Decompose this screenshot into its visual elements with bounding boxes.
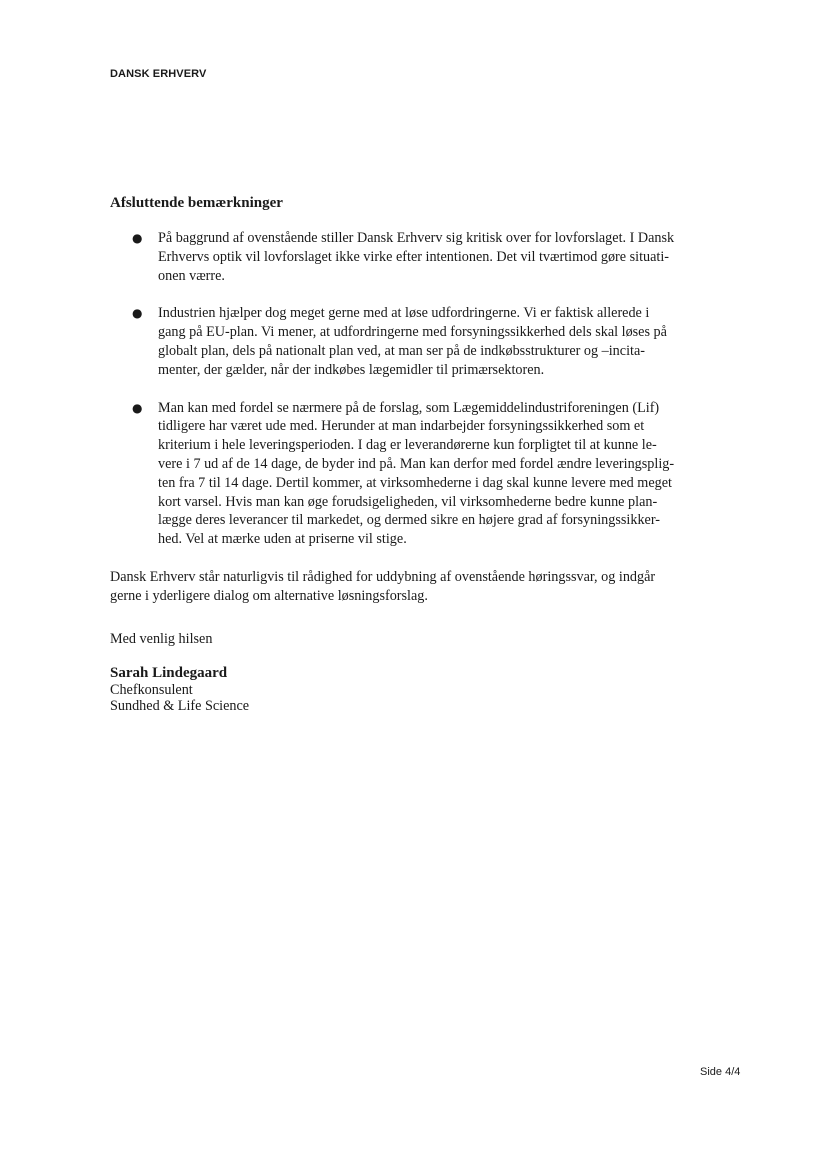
text-line: hed. Vel at mærke uden at priserne vil stige. [158,531,407,548]
list-item [110,229,722,285]
text-line: kriterium i hele leveringsperioden. I dag er leverandørerne kun forpligtet til at kunne le- [158,437,657,454]
text-line: gerne i yderligere dialog om alternative løsningsforslag. [110,587,428,604]
bullet-icon: ● [132,231,143,245]
signer-name: Sarah Lindegaard [110,665,228,682]
signature-block [110,665,722,714]
remarks-list [110,229,722,549]
bullet-icon: ● [132,400,143,415]
page-number: Side 4/4 [700,1066,741,1078]
text-line: onen værre. [158,267,225,284]
section-heading: Afsluttende bemærkninger [110,195,283,211]
list-item [110,399,722,549]
list-item [110,304,722,379]
text-line: menter, der gælder, når der indkøbes lægemidler til primærsektoren. [158,361,545,378]
text-line: Man kan med fordel se nærmere på de forslag, som Lægemiddelindustriforeningen (Lif) [158,399,660,416]
text-line: vere i 7 ud af de 14 dage, de byder ind på. Man kan derfor med fordel ændre leveringsplig- [158,455,675,472]
signer-title: Chefkonsulent [110,682,193,699]
text-line: globalt plan, dels på nationalt plan ved, at man ser på de indkøbsstrukturer og –incita- [158,342,645,359]
text-line: tidligere har været ude med. Herunder at man indarbejder forsyningssikkerhed som et [158,418,645,435]
header-brand: DANSK ERHVERV [110,68,207,80]
text-line: Dansk Erhverv står naturligvis til rådighed for uddybning af ovenstående høringssvar, og indgår [110,568,656,585]
bullet-icon: ● [132,306,143,321]
text-line: lægge deres leverancer til markedet, og dermed sikre en højere grad af forsyningssikker- [158,512,660,529]
text-line: På baggrund af ovenstående stiller Dansk Erhverv sig kritisk over for lovforslaget. I Dansk [158,230,675,246]
text-line: gang på EU-plan. Vi mener, at udfordringerne med forsyningssikkerhed dels skal løses på [158,324,667,341]
text-line: kort varsel. Hvis man kan øge forudsigeligheden, vil virksomhederne bedre kunne plan- [158,493,658,510]
signer-department: Sundhed & Life Science [110,698,250,715]
closing-paragraph [110,568,722,606]
greeting: Med venlig hilsen [110,630,213,647]
text-line: Industrien hjælper dog meget gerne med at løse udfordringerne. Vi er faktisk allerede i [158,305,650,322]
text-line: Erhvervs optik vil lovforslaget ikke virke efter intentionen. Det vil tværtimod gøre situati- [158,248,670,265]
text-line: ten fra 7 til 14 dage. Dertil kommer, at virksomhederne i dag skal kunne levere med meget [158,474,672,491]
letter-content [110,194,722,714]
